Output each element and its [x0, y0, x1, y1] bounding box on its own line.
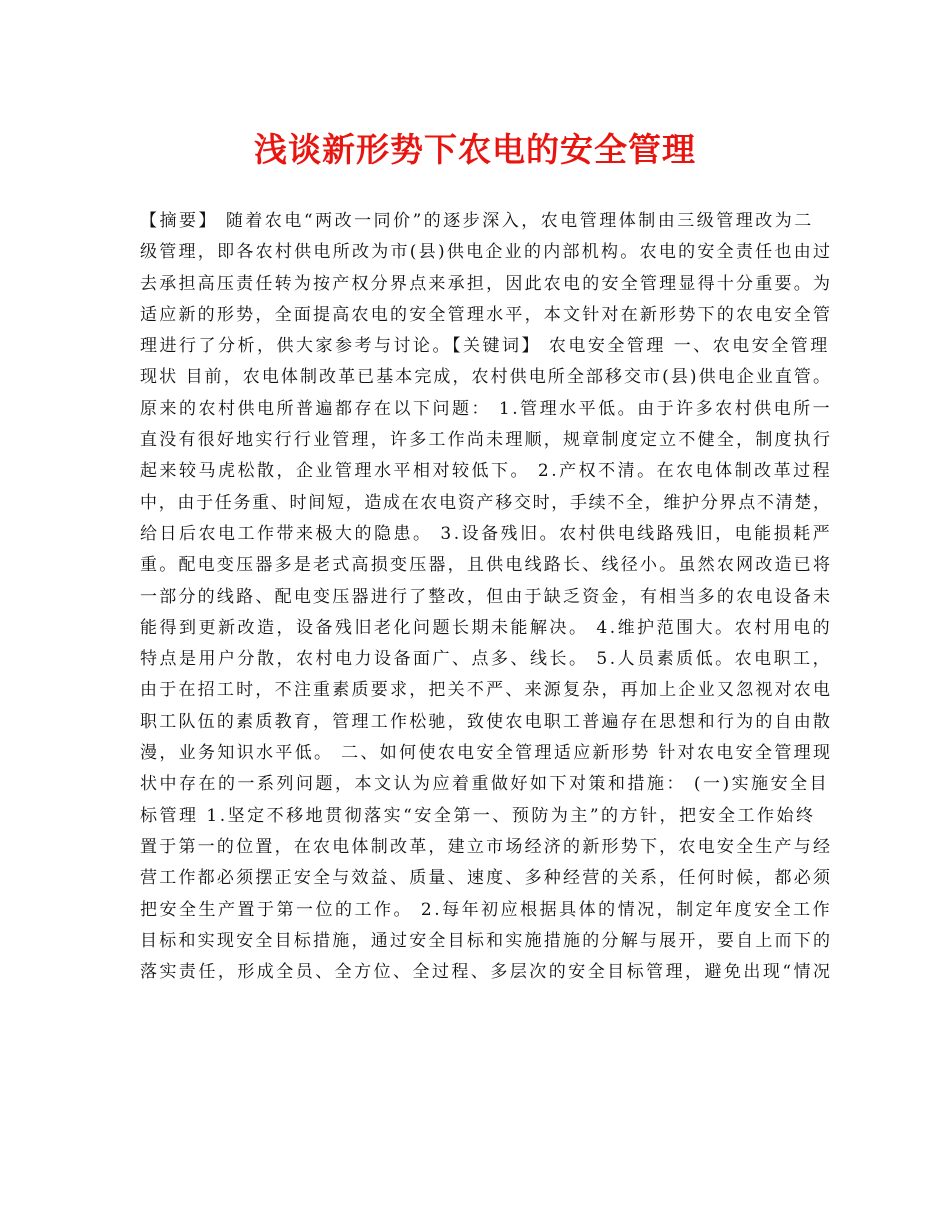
body-text-line: 由于在招工时，不注重素质要求，把关不严、来源复杂，再加上企业又忽视对农电 — [140, 680, 833, 701]
body-text-line: 置于第一的位置，在农电体制改革，建立市场经济的新形势下，农电安全生产与经 — [140, 836, 833, 857]
body-text-line: 能得到更新改造，设备残旧老化问题长期未能解决。 4.维护范围大。农村用电的 — [140, 617, 833, 638]
body-text-line: 理进行了分析，供大家参考与讨论。【关键词】 农电安全管理 一、农电安全管理 — [140, 336, 830, 357]
body-text-line: 一部分的线路、配电变压器进行了整改，但由于缺乏资金，有相当多的农电设备未 — [140, 586, 833, 607]
body-text-line: 中，由于任务重、时间短，造成在农电资产移交时，手续不全，维护分界点不清楚， — [140, 492, 832, 513]
body-text-line: 特点是用户分散，农村电力设备面广、点多、线长。 5.人员素质低。农电职工， — [140, 649, 833, 670]
body-text-line: 【摘要】 随着农电“两改一同价”的逐步深入，农电管理体制由三级管理改为二 — [140, 211, 814, 231]
body-text-line: 状中存在的一系列问题，本文认为应着重做好如下对策和措施： (一)实施安全目 — [140, 774, 830, 795]
body-text-line: 起来较马虎松散，企业管理水平相对较低下。 2.产权不清。在农电体制改革过程 — [140, 461, 833, 482]
body-text-line: 级管理，即各农村供电所改为市(县)供电企业的内部机构。农电的安全责任也由过 — [140, 242, 833, 263]
body-text-line: 漫，业务知识水平低。 二、如何使农电安全管理适应新形势 针对农电安全管理现 — [140, 743, 833, 764]
document-title: 浅谈新形势下农电的安全管理 — [254, 130, 696, 169]
document-body — [140, 206, 833, 988]
body-text-line: 把安全生产置于第一位的工作。 2.每年初应根据具体的情况，制定年度安全工作 — [140, 899, 833, 920]
body-text-line: 原来的农村供电所普遍都存在以下问题： 1.管理水平低。由于许多农村供电所一 — [140, 398, 833, 419]
body-text-line: 标管理 1.坚定不移地贯彻落实“安全第一、预防为主”的方针，把安全工作始终 — [140, 805, 816, 826]
body-text-line: 适应新的形势，全面提高农电的安全管理水平，本文针对在新形势下的农电安全管 — [140, 304, 833, 325]
body-text-line: 直没有很好地实行行业管理，许多工作尚未理顺，规章制度定立不健全，制度执行 — [140, 430, 833, 451]
body-text-line: 重。配电变压器多是老式高损变压器，且供电线路长、线径小。虽然农网改造已将 — [140, 555, 833, 576]
body-text-line: 职工队伍的素质教育，管理工作松驰，致使农电职工普遍存在思想和行为的自由散 — [140, 711, 833, 732]
body-text-line: 现状 目前，农电体制改革已基本完成，农村供电所全部移交市(县)供电企业直管。 — [140, 367, 833, 388]
body-text-line: 目标和实现安全目标措施，通过安全目标和实施措施的分解与展开，要自上而下的 — [140, 930, 833, 951]
body-text-line: 营工作都必须摆正安全与效益、质量、速度、多种经营的关系，任何时候，都必须 — [140, 868, 833, 889]
body-text-line: 给日后农电工作带来极大的隐患。 3.设备残旧。农村供电线路残旧，电能损耗严 — [140, 523, 833, 544]
body-text-line: 落实责任，形成全员、全方位、全过程、多层次的安全目标管理，避免出现“情况 — [140, 962, 833, 983]
body-text-line: 去承担高压责任转为按产权分界点来承担，因此农电的安全管理显得十分重要。为 — [140, 273, 833, 294]
